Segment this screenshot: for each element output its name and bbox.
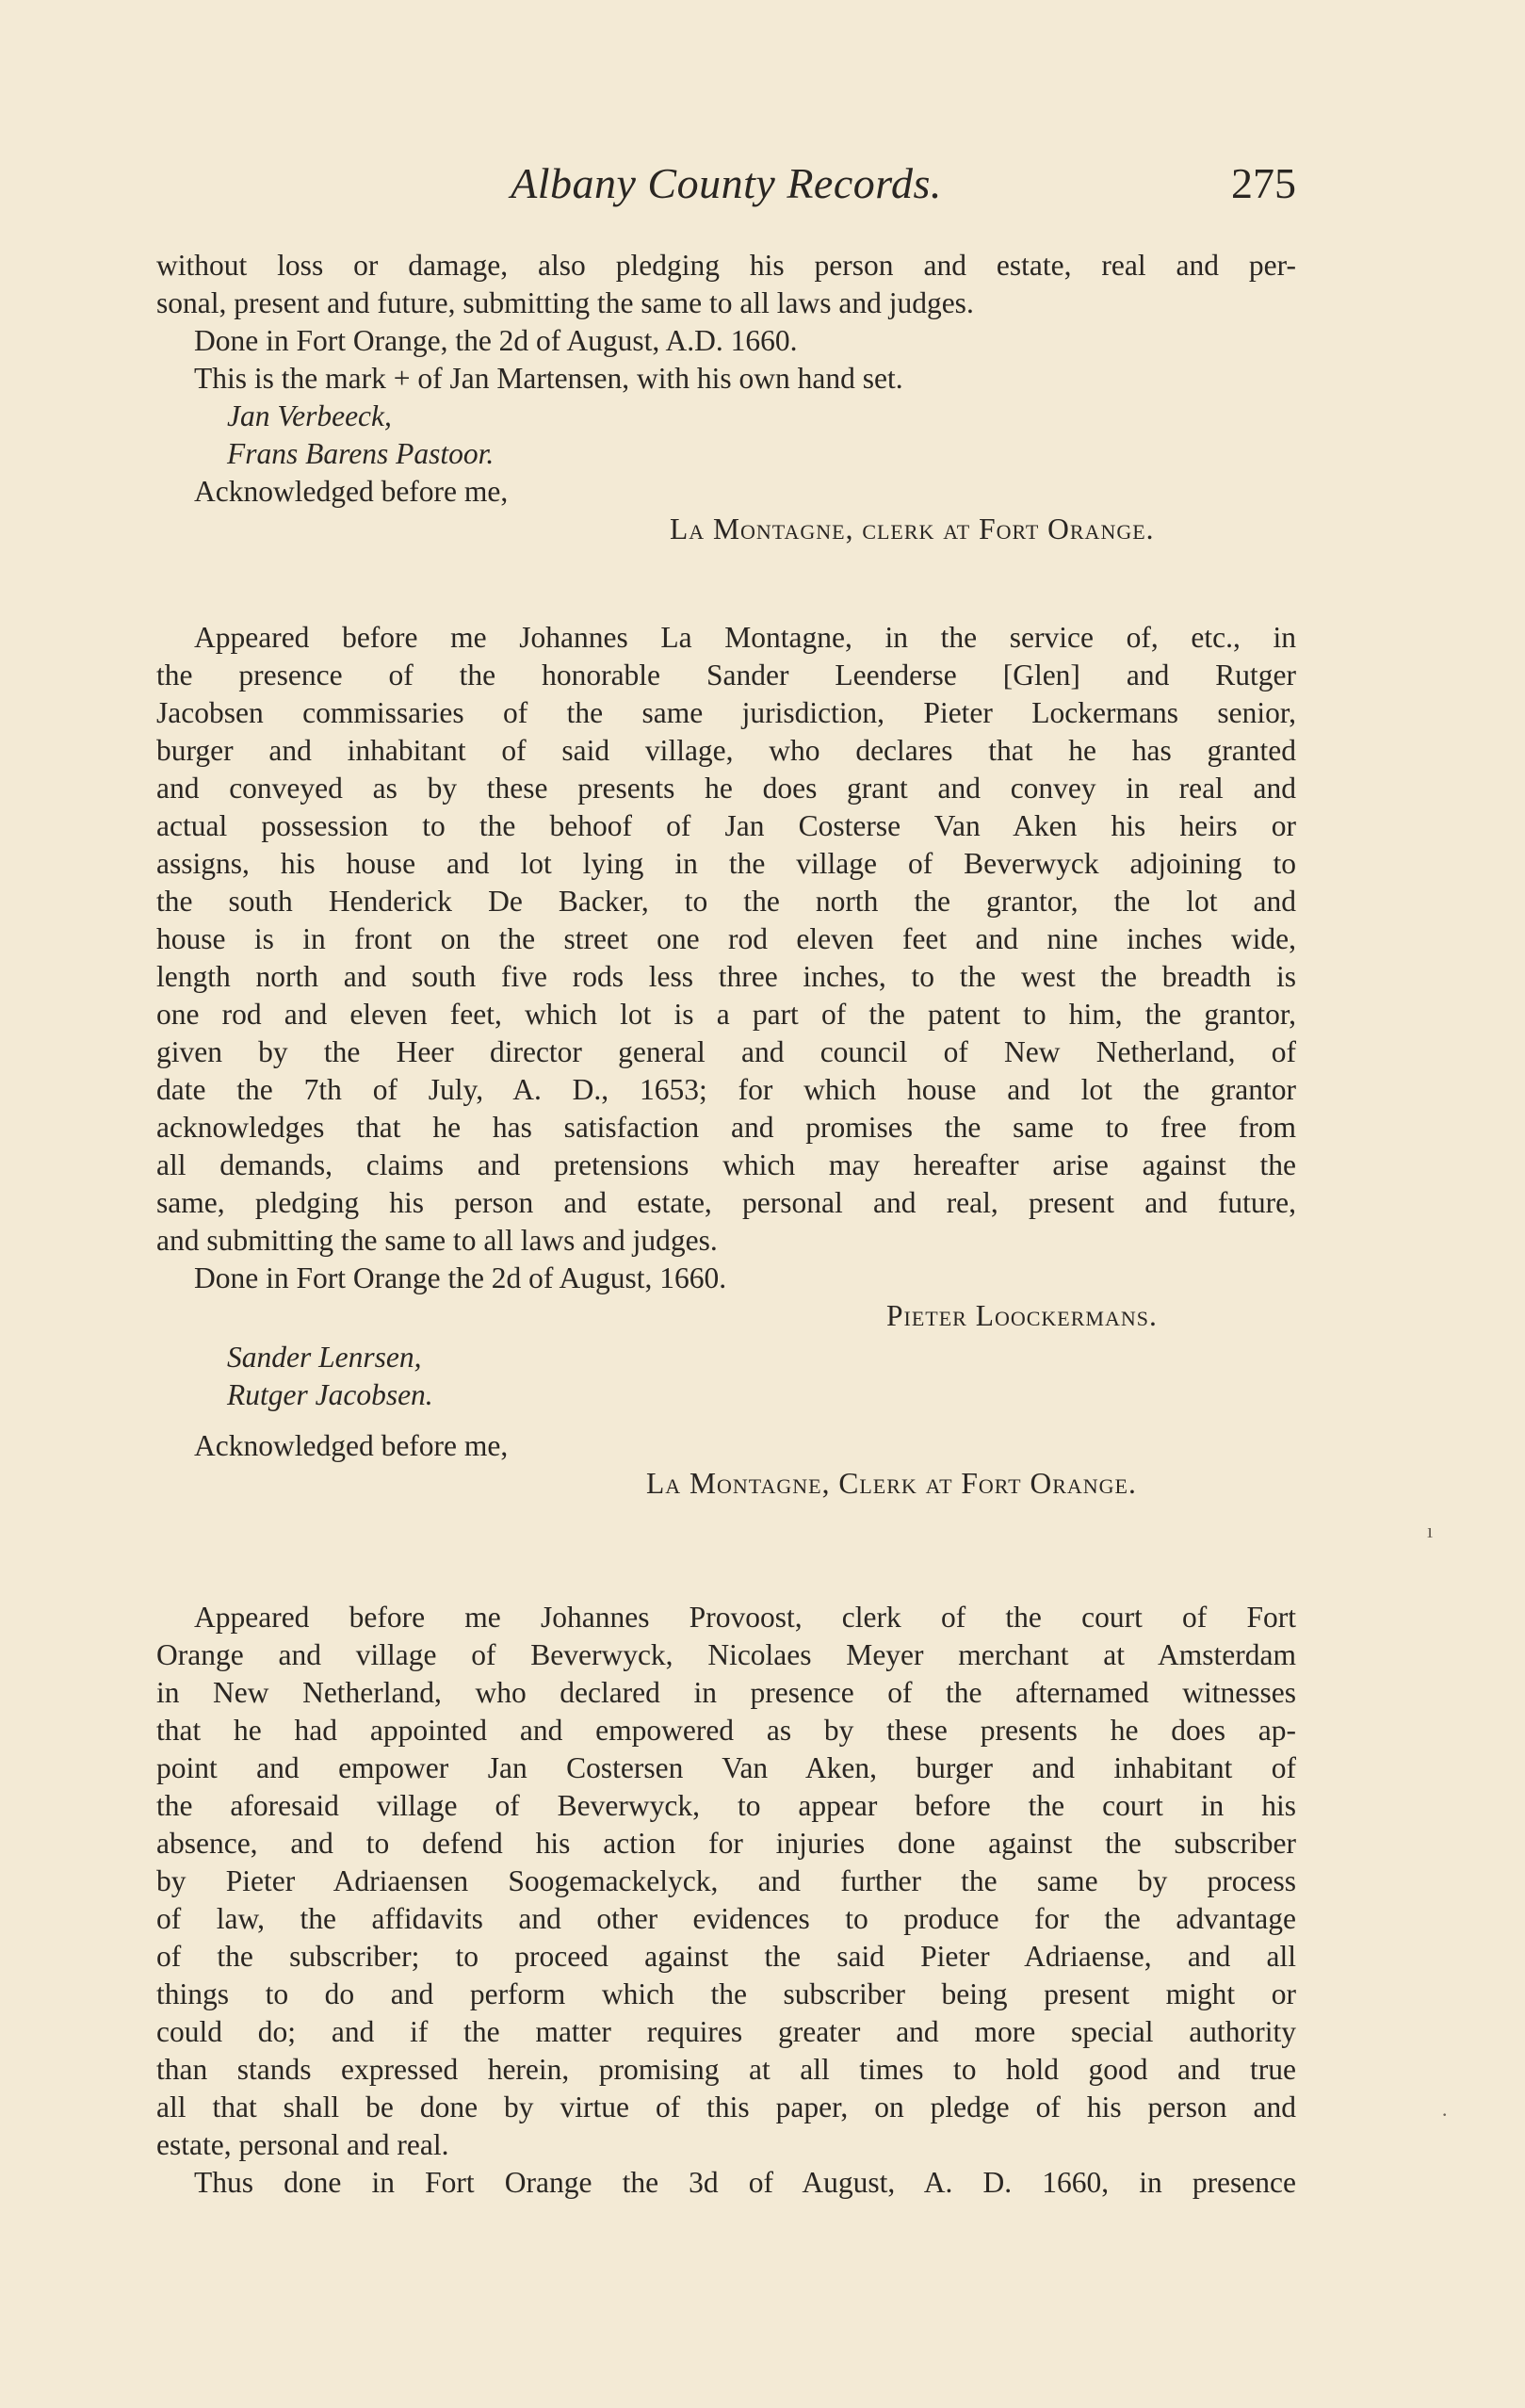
witness-name: Rutger Jacobsen. — [227, 1378, 433, 1411]
text-line: actual possession to the behoof of Jan Costerse Van Aken his heirs or — [156, 809, 1296, 842]
done-line: Thus done in Fort Orange the 3d of August, A. D. 1660, in presence — [194, 2166, 1296, 2199]
text-line: given by the Heer director general and council of New Netherland, of — [156, 1035, 1296, 1068]
text-line: all that shall be done by virtue of this paper, on pledge of his person and — [156, 2091, 1296, 2123]
text-line: acknowledges that he has satisfaction and promises the same to free from — [156, 1111, 1296, 1144]
text-line: Orange and village of Beverwyck, Nicolaes Meyer merchant at Amsterdam — [156, 1638, 1296, 1671]
text-line: the south Henderick De Backer, to the north the grantor, the lot and — [156, 885, 1296, 918]
done-line: Done in Fort Orange, the 2d of August, A.D. 1660. — [194, 324, 798, 357]
done-line: Done in Fort Orange the 2d of August, 1660. — [194, 1261, 727, 1294]
entry-2 — [156, 619, 1296, 1503]
scan-speck: · — [1441, 2103, 1449, 2126]
text-line: and conveyed as by these presents he does grant and convey in real and — [156, 772, 1296, 805]
text-line: of law, the affidavits and other evidences to produce for the advantage — [156, 1902, 1296, 1935]
text-line: Appeared before me Johannes La Montagne, in the service of, etc., in — [194, 621, 1296, 654]
text-line: date the 7th of July, A. D., 1653; for which house and lot the grantor — [156, 1073, 1296, 1106]
entry-3 — [156, 1599, 1296, 2202]
acknowledged-line: Acknowledged before me, — [194, 475, 509, 508]
text-line: things to do and perform which the subscriber being present might or — [156, 1977, 1296, 2010]
text-line: burger and inhabitant of said village, who declares that he has granted — [156, 734, 1296, 767]
text-line: absence, and to defend his action for injuries done against the subscriber — [156, 1827, 1296, 1860]
text-line: house is in front on the street one rod eleven feet and nine inches wide, — [156, 922, 1296, 955]
clerk-signature: La Montagne, clerk at Fort Orange. — [670, 513, 1155, 545]
running-header — [156, 158, 1296, 215]
clerk-signature: La Montagne, Clerk at Fort Orange. — [646, 1467, 1137, 1500]
entry-1 — [156, 247, 1296, 548]
running-title: Albany County Records. — [511, 159, 942, 207]
witness-name: Jan Verbeeck, — [227, 399, 392, 432]
text-line: assigns, his house and lot lying in the village of Beverwyck adjoining to — [156, 847, 1296, 880]
text-line: sonal, present and future, submitting the same to all laws and judges. — [156, 286, 974, 319]
text-line: of the subscriber; to proceed against the said Pieter Adriaense, and all — [156, 1940, 1296, 1973]
text-line: length north and south five rods less three inches, to the west the breadth is — [156, 960, 1296, 993]
page-number: 275 — [1231, 159, 1296, 207]
text-line: could do; and if the matter requires greater and more special authority — [156, 2015, 1296, 2048]
witness-name: Frans Barens Pastoor. — [227, 437, 495, 470]
text-line: without loss or damage, also pledging his person and estate, real and per- — [156, 249, 1296, 282]
text-line: Jacobsen commissaries of the same jurisdiction, Pieter Lockermans senior, — [156, 696, 1296, 729]
acknowledged-line: Acknowledged before me, — [194, 1429, 509, 1462]
text-line: one rod and eleven feet, which lot is a part of the patent to him, the grantor, — [156, 998, 1296, 1031]
text-line: Appeared before me Johannes Provoost, clerk of the court of Fort — [194, 1601, 1296, 1634]
mark-line: This is the mark + of Jan Martensen, with his own hand set. — [194, 362, 903, 395]
text-line: that he had appointed and empowered as by these presents he does ap- — [156, 1714, 1296, 1747]
text-line: the presence of the honorable Sander Leenderse [Glen] and Rutger — [156, 659, 1296, 691]
text-line: the aforesaid village of Beverwyck, to appear before the court in his — [156, 1789, 1296, 1822]
text-line: by Pieter Adriaensen Soogemackelyck, and further the same by process — [156, 1864, 1296, 1897]
signer-signature: Pieter Loockermans. — [886, 1299, 1158, 1332]
witness-name: Sander Lenrsen, — [227, 1341, 422, 1374]
text-line: same, pledging his person and estate, personal and real, present and future, — [156, 1186, 1296, 1219]
text-line: and submitting the same to all laws and judges. — [156, 1224, 718, 1257]
text-line: estate, personal and real. — [156, 2128, 449, 2161]
scan-speck: ı — [1427, 1519, 1434, 1542]
text-line: all demands, claims and pretensions which may hereafter arise against the — [156, 1148, 1296, 1181]
text-line: point and empower Jan Costersen Van Aken, burger and inhabitant of — [156, 1751, 1296, 1784]
text-line: in New Netherland, who declared in presence of the afternamed witnesses — [156, 1676, 1296, 1709]
text-line: than stands expressed herein, promising at all times to hold good and true — [156, 2053, 1296, 2086]
